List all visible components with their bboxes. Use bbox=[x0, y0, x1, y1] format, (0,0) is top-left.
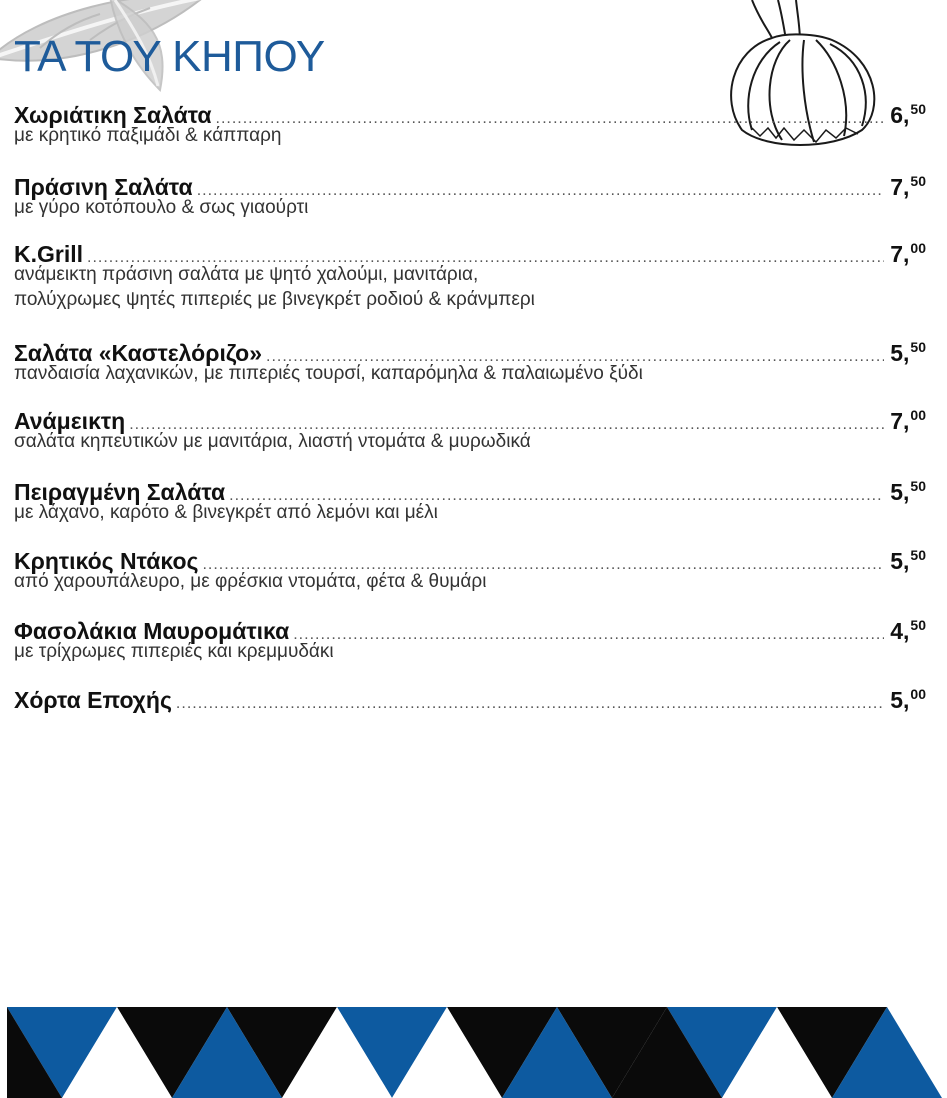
menu-item-description: με γύρο κοτόπουλο & σως γιαούρτι bbox=[14, 197, 309, 218]
menu-item bbox=[14, 536, 926, 606]
menu-item-description: σαλάτα κηπευτικών με μανιτάρια, λιαστή ντομάτα & μυρωδικά bbox=[14, 431, 531, 452]
menu-item-description: με λάχανο, καρότο & βινεγκρέτ από λεμόνι και μέλι bbox=[14, 502, 438, 523]
menu-item-price: 5,50 bbox=[890, 547, 926, 574]
menu-item bbox=[14, 229, 926, 328]
menu-item-price: 5,50 bbox=[890, 478, 926, 505]
menu-item bbox=[14, 467, 926, 536]
menu-item-name: Σαλάτα «Καστελόριζο» bbox=[14, 340, 262, 366]
menu-item bbox=[14, 396, 926, 467]
menu-item-name: Χωριάτικη Σαλάτα bbox=[14, 102, 212, 128]
menu-item bbox=[14, 90, 926, 162]
menu-item-description: με τρίχρωμες πιπεριές και κρεμμυδάκι bbox=[14, 641, 334, 662]
menu-item-description: πανδαισία λαχανικών, με πιπεριές τουρσί, καπαρόμηλα & παλαιωμένο ξύδι bbox=[14, 363, 643, 384]
menu-item-price: 7,00 bbox=[890, 240, 926, 267]
menu-item bbox=[14, 162, 926, 229]
menu-item-price: 7,00 bbox=[890, 407, 926, 434]
menu-item-name: K.Grill bbox=[14, 241, 84, 267]
leader-dots bbox=[293, 616, 884, 654]
menu-item-description: ανάμεικτη πράσινη σαλάτα με ψητό χαλούμι, μανιτάρια, πολύχρωμες ψητές πιπεριές με βινεγκρέτ ροδιού & κράνμπερι bbox=[14, 264, 535, 310]
leader-dots bbox=[216, 100, 885, 138]
menu-item-price: 5,00 bbox=[890, 686, 926, 713]
menu-item-price: 4,50 bbox=[890, 617, 926, 644]
menu-item-price: 6,50 bbox=[890, 101, 926, 128]
leader-dots bbox=[176, 685, 884, 723]
menu-item-price: 5,50 bbox=[890, 339, 926, 366]
triangle-pattern-border bbox=[0, 1007, 947, 1098]
menu-item-name: Πειραγμένη Σαλάτα bbox=[14, 479, 226, 505]
menu-item bbox=[14, 328, 926, 396]
menu-item-name: Φασολάκια Μαυρομάτικα bbox=[14, 618, 290, 644]
menu-item-name: Πράσινη Σαλάτα bbox=[14, 174, 193, 200]
menu-item-name: Κρητικός Ντάκος bbox=[14, 548, 199, 574]
menu-item-name: Ανάμεικτη bbox=[14, 408, 126, 434]
menu-item-description: από χαρουπάλευρο, με φρέσκια ντομάτα, φέτα & θυμάρι bbox=[14, 571, 487, 592]
menu-item bbox=[14, 606, 926, 675]
menu-item-description: με κρητικό παξιμάδι & κάππαρη bbox=[14, 125, 282, 146]
menu-item-price: 7,50 bbox=[890, 173, 926, 200]
menu-item bbox=[14, 675, 926, 715]
menu-list bbox=[14, 90, 926, 715]
section-title: ΤΑ ΤΟΥ ΚΗΠΟΥ bbox=[14, 32, 325, 81]
menu-item-name: Χόρτα Εποχής bbox=[14, 687, 172, 713]
